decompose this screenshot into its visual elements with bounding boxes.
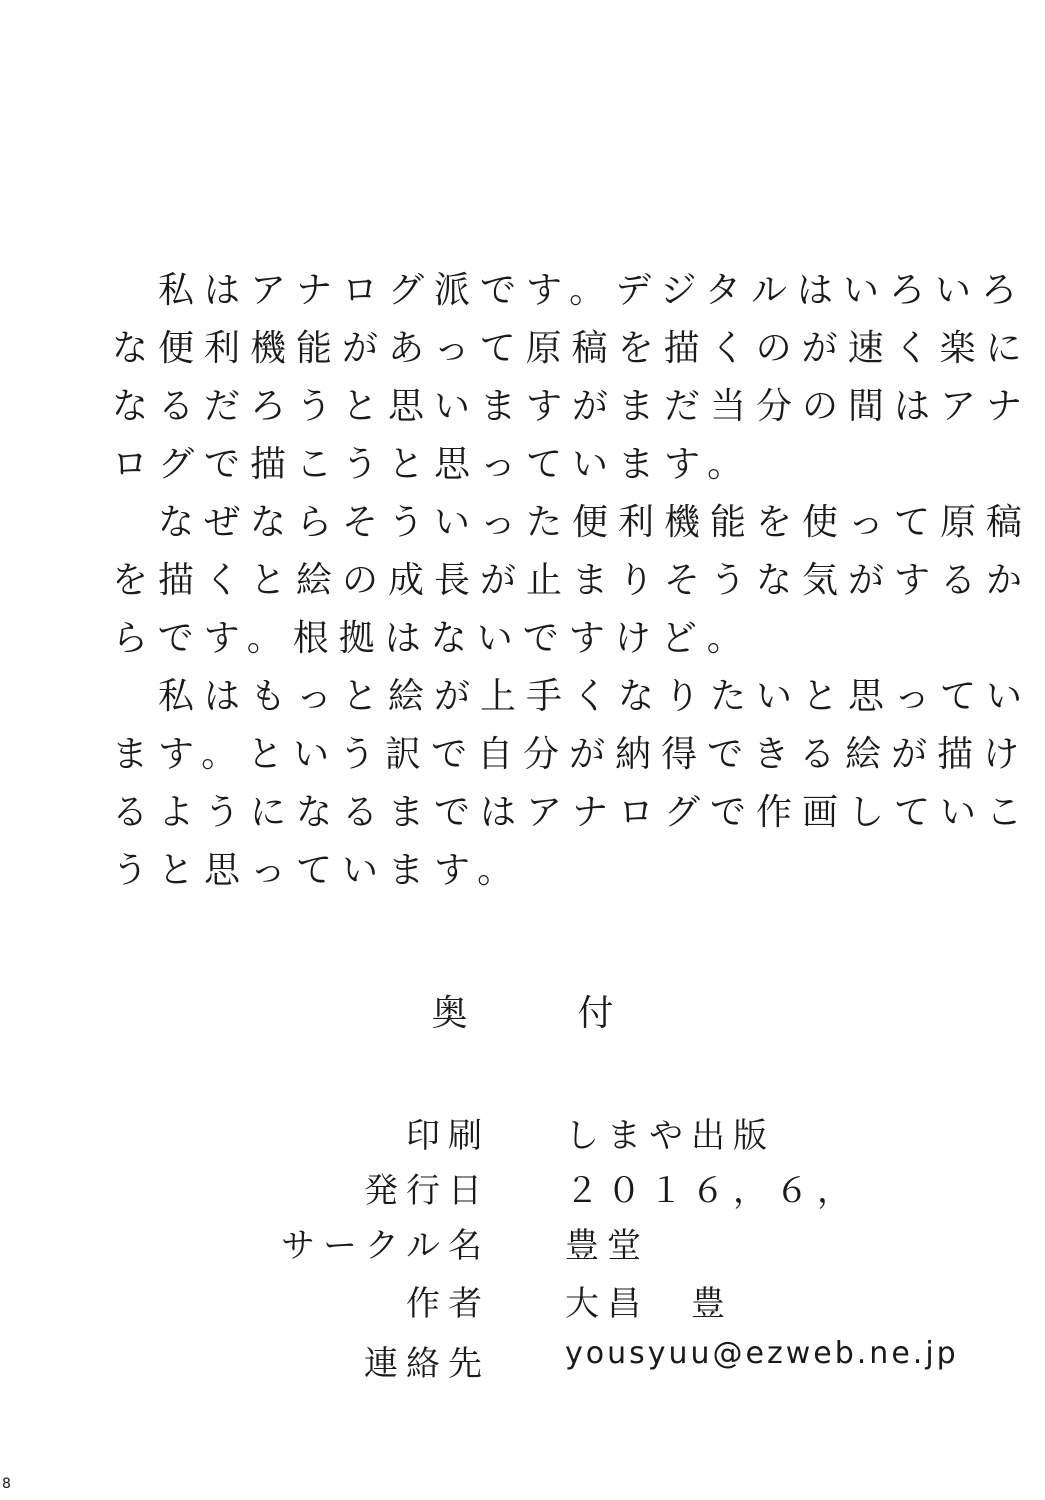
essay-line: 私はアナログ派です。デジタルはいろいろ bbox=[112, 270, 1027, 311]
author-value: 大昌 豊 bbox=[565, 1284, 733, 1324]
circle-label: サークル名 bbox=[281, 1226, 490, 1266]
essay-line: を描くと絵の成長が止まりそうな気がするか bbox=[112, 560, 1033, 601]
essay-line: ログで描こうと思っています。 bbox=[112, 444, 754, 485]
author-label: 作者 bbox=[406, 1284, 490, 1324]
essay-line: らです。根拠はないですけど。 bbox=[112, 618, 753, 659]
date-label: 発行日 bbox=[364, 1171, 490, 1211]
colophon-row-contact bbox=[0, 1336, 1045, 1390]
contact-email: yousyuu@ezweb.ne.jp bbox=[565, 1336, 959, 1371]
essay-line: な便利機能があって原稿を描くのが速く楽に bbox=[112, 328, 1032, 369]
essay-line: るようになるまではアナログで作画していこ bbox=[112, 792, 1033, 833]
essay-line: なるだろうと思いますがまだ当分の間はアナ bbox=[112, 386, 1033, 427]
colophon-row-author bbox=[0, 1276, 1045, 1330]
colophon-title bbox=[0, 985, 1045, 1036]
printer-value: しまや出版 bbox=[565, 1116, 775, 1156]
essay-text bbox=[112, 262, 1033, 900]
essay-line: 私はもっと絵が上手くなりたいと思ってい bbox=[112, 676, 1033, 717]
colophon-title-right: 付 bbox=[577, 993, 614, 1034]
contact-label: 連絡先 bbox=[364, 1344, 490, 1384]
date-value: ２０１６，６， bbox=[565, 1171, 859, 1211]
circle-value: 豊堂 bbox=[565, 1226, 649, 1266]
colophon-row-circle bbox=[0, 1218, 1045, 1272]
page-number: 8 bbox=[2, 1476, 11, 1492]
colophon-title-left: 奥 bbox=[431, 993, 468, 1034]
essay-line: うと思っています。 bbox=[112, 850, 524, 891]
colophon-row-date bbox=[0, 1163, 1045, 1217]
printer-label: 印刷 bbox=[406, 1116, 490, 1156]
essay-line: ます。という訳で自分が納得できる絵が描け bbox=[112, 734, 1030, 775]
colophon-row-printer bbox=[0, 1108, 1045, 1162]
essay-line: なぜならそういった便利機能を使って原稿 bbox=[112, 502, 1033, 543]
